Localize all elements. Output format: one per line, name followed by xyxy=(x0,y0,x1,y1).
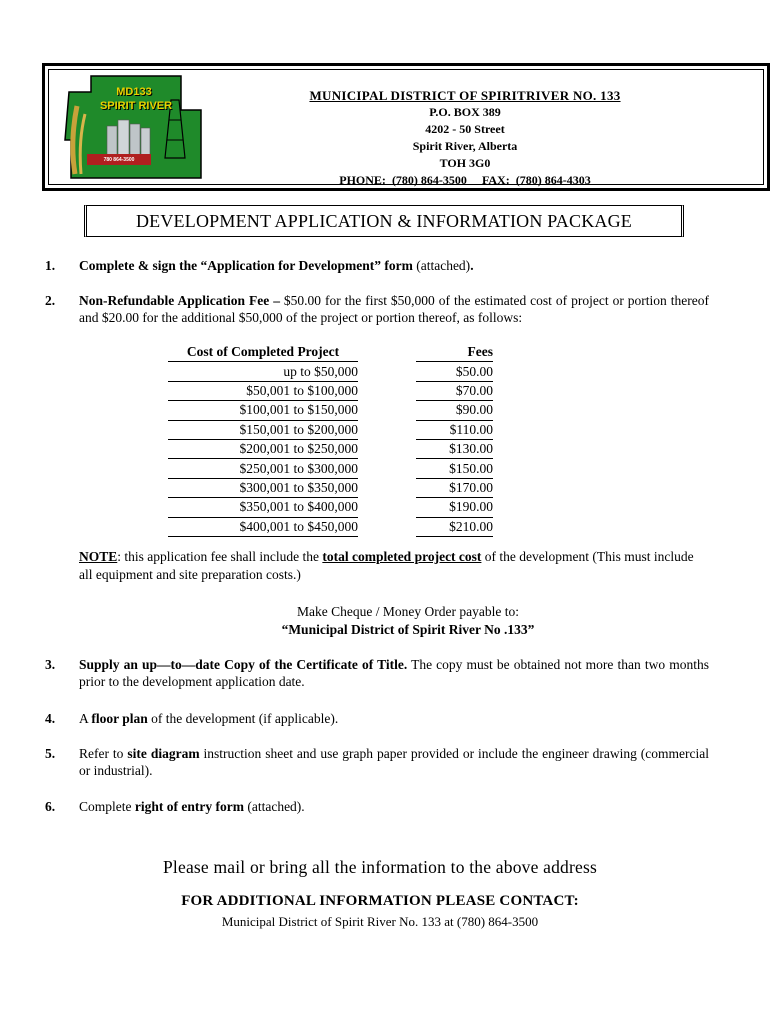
cost-cell: up to $50,000 xyxy=(168,362,358,381)
table-row xyxy=(168,362,493,381)
po-box: P.O. BOX 389 xyxy=(429,105,501,119)
item-text: Non-Refundable Application Fee – $50.00 for the first $50,000 of the estimated cost of project or portion thereof and $20.00 for the additional $50,000 of the project or portion thereof, as follows: xyxy=(79,293,709,325)
item-text: Supply an up—to—date Copy of the Certificate of Title. The copy must be obtained not more than two months prior to the development application date. xyxy=(79,657,709,689)
cost-cell: $150,001 to $200,000 xyxy=(168,420,358,439)
cheque-payee: “Municipal District of Spirit River No .133” xyxy=(281,622,535,637)
item-text: A floor plan of the development (if applicable). xyxy=(79,711,339,726)
table-row xyxy=(168,498,493,517)
fee-cell: $70.00 xyxy=(416,381,493,400)
table-row xyxy=(168,401,493,420)
table-row xyxy=(168,381,493,400)
letterhead xyxy=(42,63,770,191)
fee-cell: $150.00 xyxy=(416,459,493,478)
contact-line: Municipal District of Spirit River No. 133 at (780) 864-3500 xyxy=(221,914,539,929)
item-text: Refer to site diagram instruction sheet and use graph paper provided or include the engineer drawing (commercial or industrial). xyxy=(79,746,709,778)
table-header-row xyxy=(168,343,493,362)
cost-cell: $200,001 to $250,000 xyxy=(168,439,358,458)
item-number: 1. xyxy=(45,258,56,273)
package-title: DEVELOPMENT APPLICATION & INFORMATION PACKAGE xyxy=(84,205,684,237)
cost-cell: $50,001 to $100,000 xyxy=(168,381,358,400)
item-number: 5. xyxy=(45,746,56,761)
note-label: NOTE xyxy=(79,549,118,564)
md-logo xyxy=(61,70,209,182)
item-text: Complete right of entry form (attached). xyxy=(79,799,305,814)
table-row xyxy=(168,478,493,497)
fee-table xyxy=(168,343,493,537)
cost-cell: $400,001 to $450,000 xyxy=(168,517,358,536)
column-header-fees: Fees xyxy=(416,343,493,362)
cost-cell: $250,001 to $300,000 xyxy=(168,459,358,478)
fee-cell: $50.00 xyxy=(416,362,493,381)
org-name: MUNICIPAL DISTRICT OF SPIRITRIVER NO. 133 xyxy=(309,88,621,103)
cost-cell: $350,001 to $400,000 xyxy=(168,498,358,517)
fax-label: FAX: xyxy=(481,173,510,187)
fee-cell: $190.00 xyxy=(416,498,493,517)
fee-cell: $130.00 xyxy=(416,439,493,458)
city: Spirit River, Alberta xyxy=(412,139,518,153)
cheque-line: Make Cheque / Money Order payable to: xyxy=(297,604,519,619)
column-header-cost: Cost of Completed Project xyxy=(168,343,358,362)
logo-phone-text: 780 864-3500 xyxy=(103,157,135,163)
logo-spirit-river-text: SPIRIT RIVER xyxy=(99,100,173,112)
street-address: 4202 - 50 Street xyxy=(425,122,505,136)
table-row xyxy=(168,439,493,458)
fee-note: NOTE: this application fee shall include the total completed project cost of the development (This must include all equipment and site preparation costs.) xyxy=(79,549,694,582)
item-number: 4. xyxy=(45,711,56,726)
fax-number: (780) 864-4303 xyxy=(515,173,591,187)
fee-cell: $210.00 xyxy=(416,517,493,536)
phone-label: PHONE: xyxy=(339,173,386,187)
cost-cell: $100,001 to $150,000 xyxy=(168,401,358,420)
fee-cell: $90.00 xyxy=(416,401,493,420)
item-number: 6. xyxy=(45,799,56,814)
mail-instructions: Please mail or bring all the information to the above address xyxy=(162,857,598,877)
table-row xyxy=(168,517,493,536)
contact-heading: FOR ADDITIONAL INFORMATION PLEASE CONTACT: xyxy=(181,893,579,909)
postal-code: TOH 3G0 xyxy=(439,156,491,170)
logo-md-text: MD133 xyxy=(116,86,152,98)
item-text: Complete & sign the “Application for Development” form (attached). xyxy=(79,258,474,273)
cost-cell: $300,001 to $350,000 xyxy=(168,478,358,497)
phone-number: (780) 864-3500 xyxy=(391,173,467,187)
table-row xyxy=(168,459,493,478)
table-row xyxy=(168,420,493,439)
org-address-block xyxy=(255,87,675,189)
contact-numbers xyxy=(255,172,675,189)
note-emphasis: total completed project cost xyxy=(322,549,482,564)
fee-cell: $110.00 xyxy=(416,420,493,439)
item-number: 2. xyxy=(45,293,56,308)
item-number: 3. xyxy=(45,657,56,672)
cheque-instructions xyxy=(120,603,696,639)
fee-cell: $170.00 xyxy=(416,478,493,497)
